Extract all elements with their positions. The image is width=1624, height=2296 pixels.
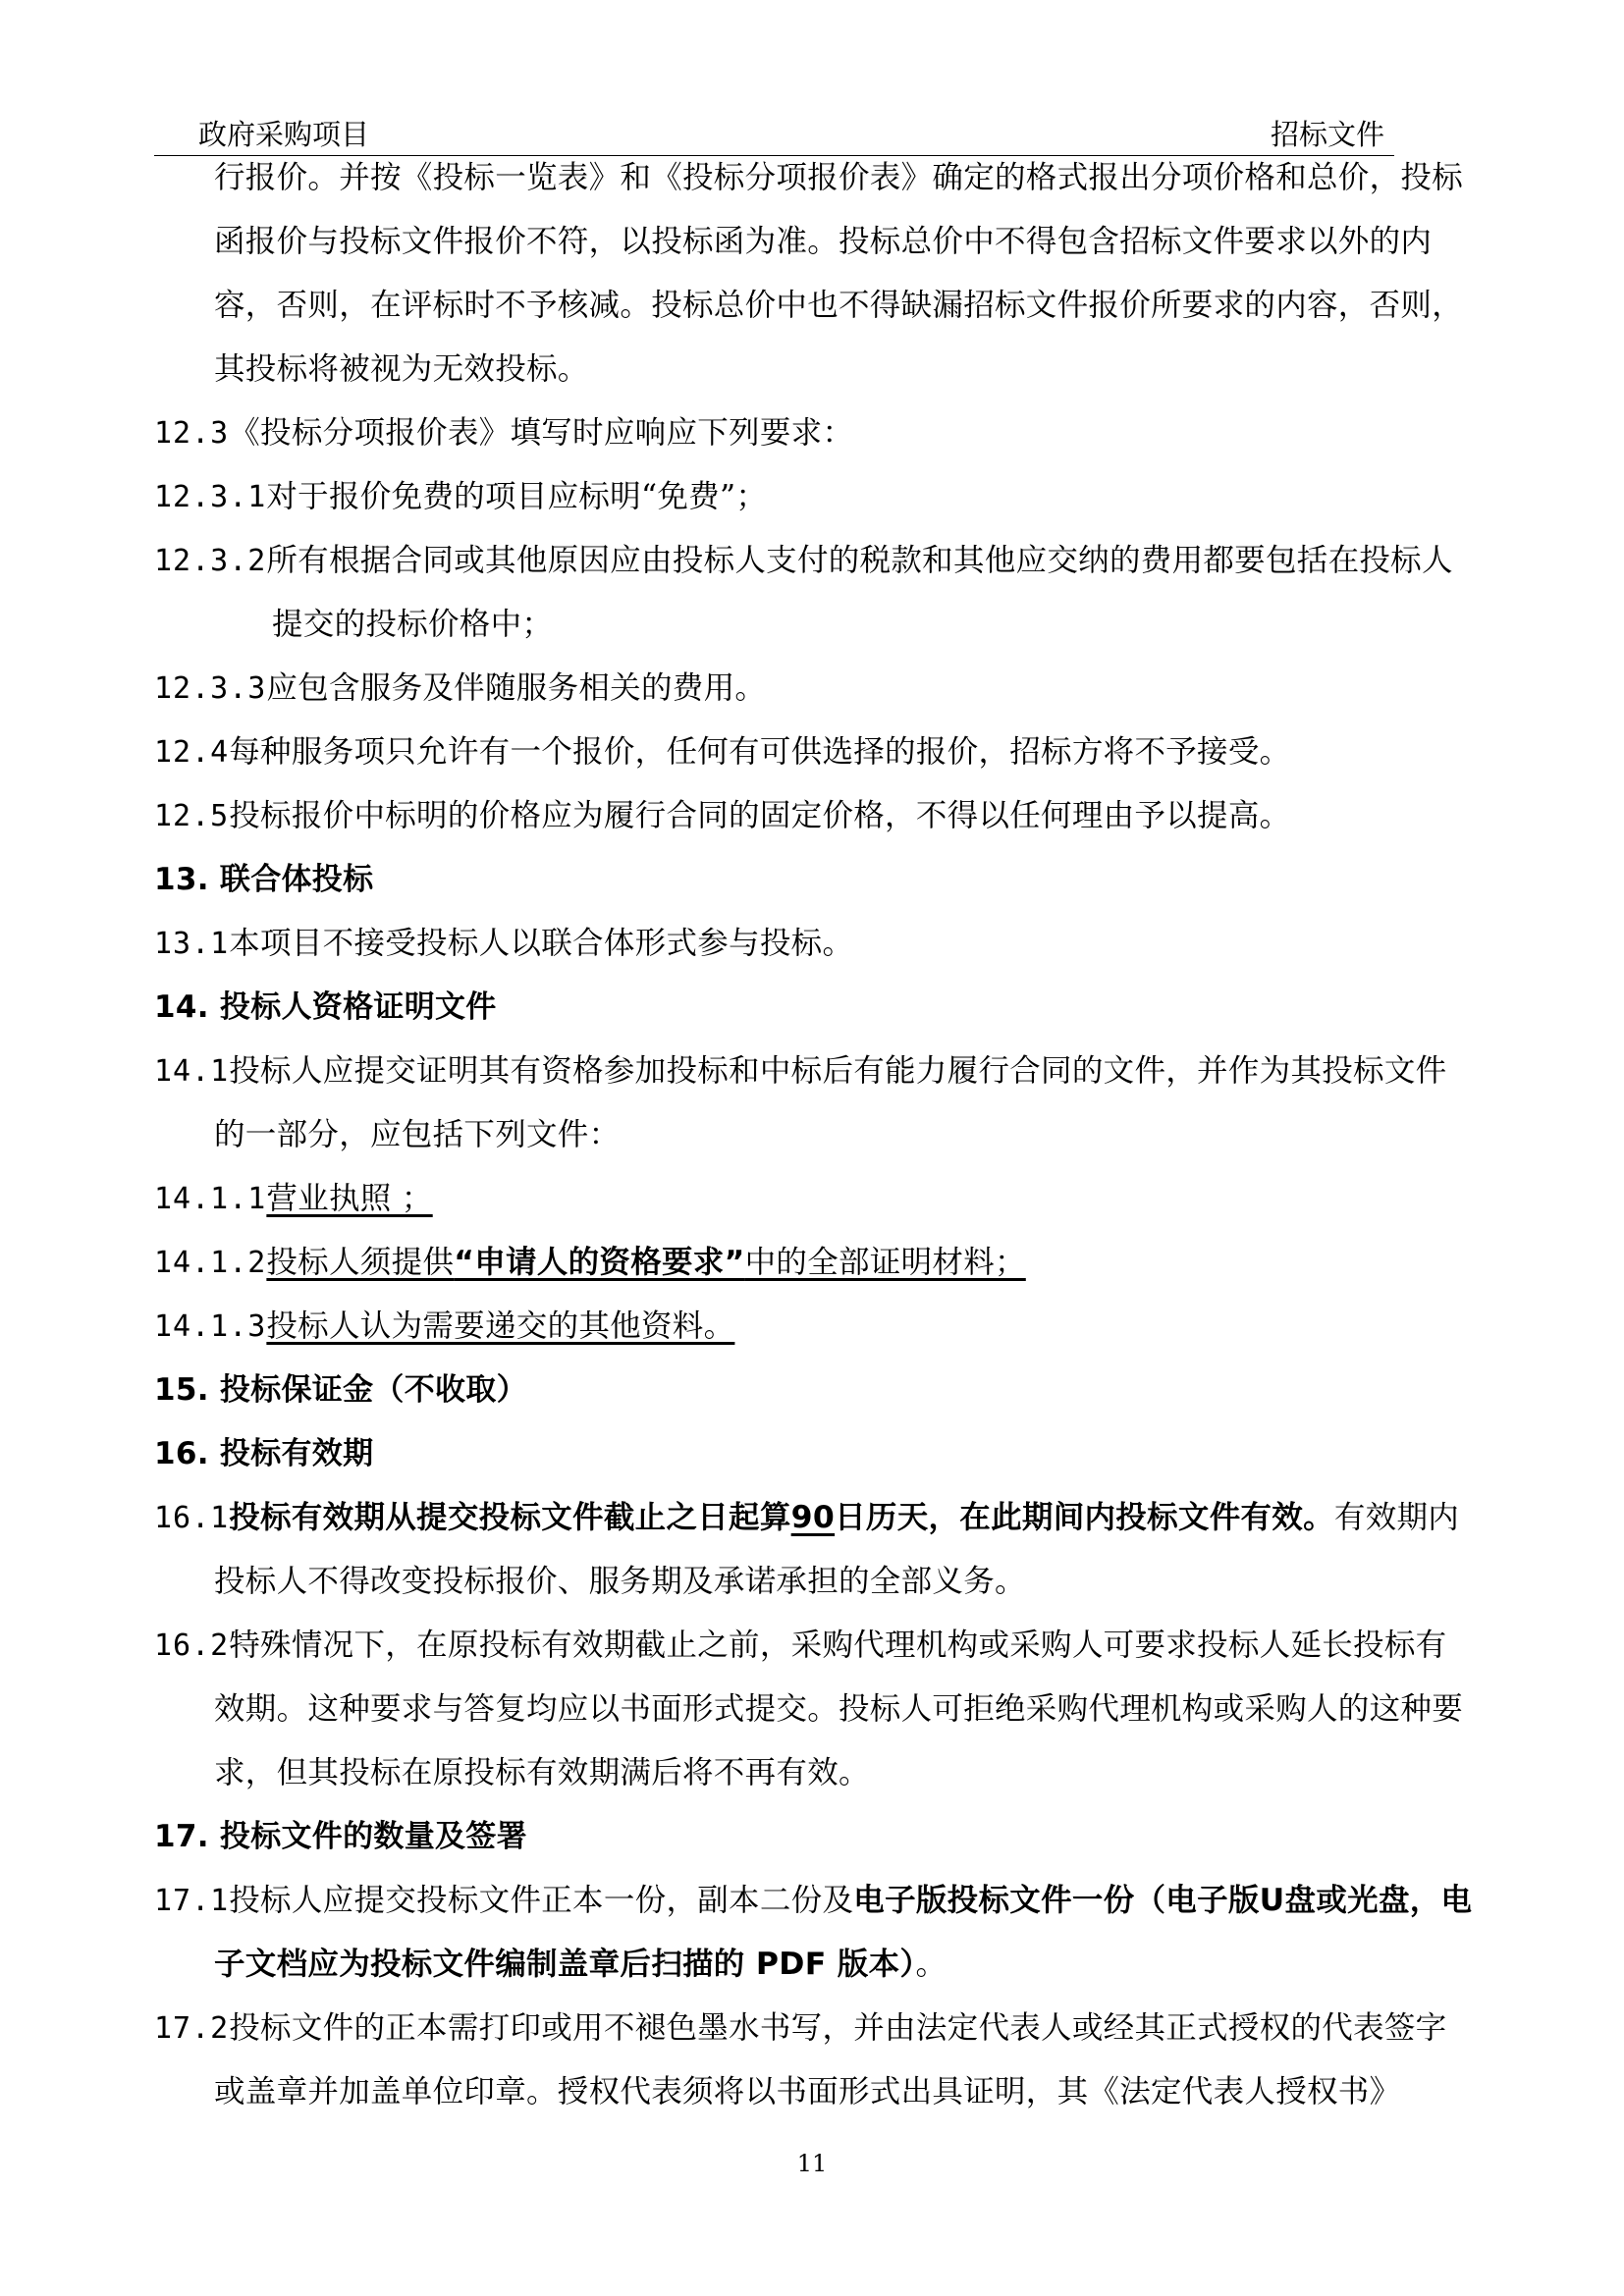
page-number: 11 (796, 2150, 828, 2177)
clause-text: 投标文件的正本需打印或用不褪色墨水书写，并由法定代表人或经其正式授权的代表签字或盖章并加盖单位印章。授权代表须将以书面形式出具证明，其《法定代表人授权书》 (214, 2010, 1447, 2109)
section-heading-17: 17. 投标文件的数量及签署 (154, 1819, 527, 1854)
paragraph-continuation: 行报价。并按《投标一览表》和《投标分项报价表》确定的格式报出分项价格和总价，投标函报价与投标文件报价不符，以投标函为准。投标总价中不得包含招标文件要求以外的内容，否则，在评标时不予核减。投标总价中也不得缺漏招标文件报价所要求的内容，否则，其投标将被视为无效投标。 (214, 160, 1464, 387)
clause-number: 16.2 (154, 1629, 230, 1663)
clause-12-3-3 (154, 657, 1475, 721)
clause-text: 特殊情况下，在原投标有效期截止之前，采购代理机构或采购人可要求投标人延长投标有效期。这种要求与答复均应以书面形式提交。投标人可拒绝采购代理机构或采购人的这种要求，但其投标在原投标有效期满后将不再有效。 (214, 1628, 1464, 1790)
clause-text: 有效期内投标人不得改变投标报价、服务期及承诺承担的全部义务。 (214, 1500, 1460, 1599)
clause-text: 所有根据合同或其他原因应由投标人支付的税款和其他应交纳的费用都要包括在投标人提交的投标价格中； (266, 543, 1453, 642)
clause-text-bold: 日历天，在此期间内投标文件有效。 (835, 1500, 1334, 1535)
clause-14-1-2 (154, 1231, 1475, 1295)
clause-text: 营业执照 ； (266, 1181, 433, 1216)
clause-12-5 (154, 784, 1475, 848)
clause-number: 12.3.1 (154, 480, 267, 514)
clause-number: 12.5 (154, 799, 230, 833)
clause-number: 17.1 (154, 1884, 230, 1918)
clause-text-bold: “申请人的资格要求” (454, 1245, 745, 1280)
clause-14-1-3 (154, 1295, 1475, 1359)
header-doc-label: 招标文件 (1270, 118, 1384, 151)
clause-text: 投标人应提交投标文件正本一份，副本二份及 (229, 1883, 854, 1918)
clause-number: 17.2 (154, 2011, 230, 2046)
clause-13-1 (154, 912, 1475, 976)
clause-12-3 (154, 401, 1475, 465)
header-project-label: 政府采购项目 (198, 118, 370, 151)
clause-14-1 (154, 1040, 1475, 1167)
clause-number: 16.1 (154, 1501, 230, 1535)
clause-text: 中的全部证明材料； (744, 1245, 1026, 1280)
clause-number: 12.3.3 (154, 671, 267, 706)
clause-text: 每种服务项只允许有一个报价，任何有可供选择的报价，招标方将不予接受。 (229, 734, 1291, 770)
body-text (154, 146, 1475, 2124)
section-heading-16: 16. 投标有效期 (154, 1436, 374, 1471)
clause-16-1 (154, 1486, 1475, 1614)
clause-number: 14.1.2 (154, 1246, 267, 1280)
clause-text: 投标人应提交证明其有资格参加投标和中标后有能力履行合同的文件，并作为其投标文件的一部分，应包括下列文件： (214, 1053, 1447, 1152)
section-heading-15: 15. 投标保证金（不收取） (154, 1372, 527, 1408)
clause-text-bold: 电子版投标文件一份（电子版U盘或光盘，电子文档应为投标文件编制盖章后扫描的 PDF 版本） (214, 1883, 1473, 1982)
clause-number: 13.1 (154, 927, 230, 961)
clause-text-bold: 投标有效期从提交投标文件截止之日起算 (229, 1500, 791, 1535)
clause-17-2 (154, 1997, 1475, 2124)
clause-12-3-1 (154, 465, 1475, 529)
clause-12-3-2 (154, 529, 1475, 657)
clause-12-4 (154, 721, 1475, 784)
clause-text: 本项目不接受投标人以联合体形式参与投标。 (229, 926, 854, 961)
clause-number: 12.4 (154, 735, 230, 770)
clause-14-1-1 (154, 1167, 1475, 1231)
validity-days: 90 (790, 1500, 836, 1535)
clause-text: 应包含服务及伴随服务相关的费用。 (266, 670, 767, 706)
clause-text: 投标人认为需要递交的其他资料。 (266, 1308, 735, 1344)
clause-number: 12.3 (154, 416, 230, 451)
clause-17-1 (154, 1869, 1475, 1997)
clause-number: 14.1 (154, 1054, 230, 1089)
clause-text: 投标人须提供 (266, 1245, 455, 1280)
clause-text: 对于报价免费的项目应标明“免费”； (266, 479, 768, 514)
clause-text: 投标报价中标明的价格应为履行合同的固定价格，不得以任何理由予以提高。 (229, 798, 1291, 833)
clause-16-2 (154, 1614, 1475, 1805)
clause-number: 12.3.2 (154, 544, 267, 578)
section-heading-13: 13. 联合体投标 (154, 862, 374, 897)
clause-text: 。 (915, 1947, 947, 1982)
section-heading-14: 14. 投标人资格证明文件 (154, 989, 497, 1025)
clause-text: 《投标分项报价表》填写时应响应下列要求： (229, 415, 854, 451)
clause-number: 14.1.3 (154, 1309, 267, 1344)
clause-number: 14.1.1 (154, 1182, 267, 1216)
